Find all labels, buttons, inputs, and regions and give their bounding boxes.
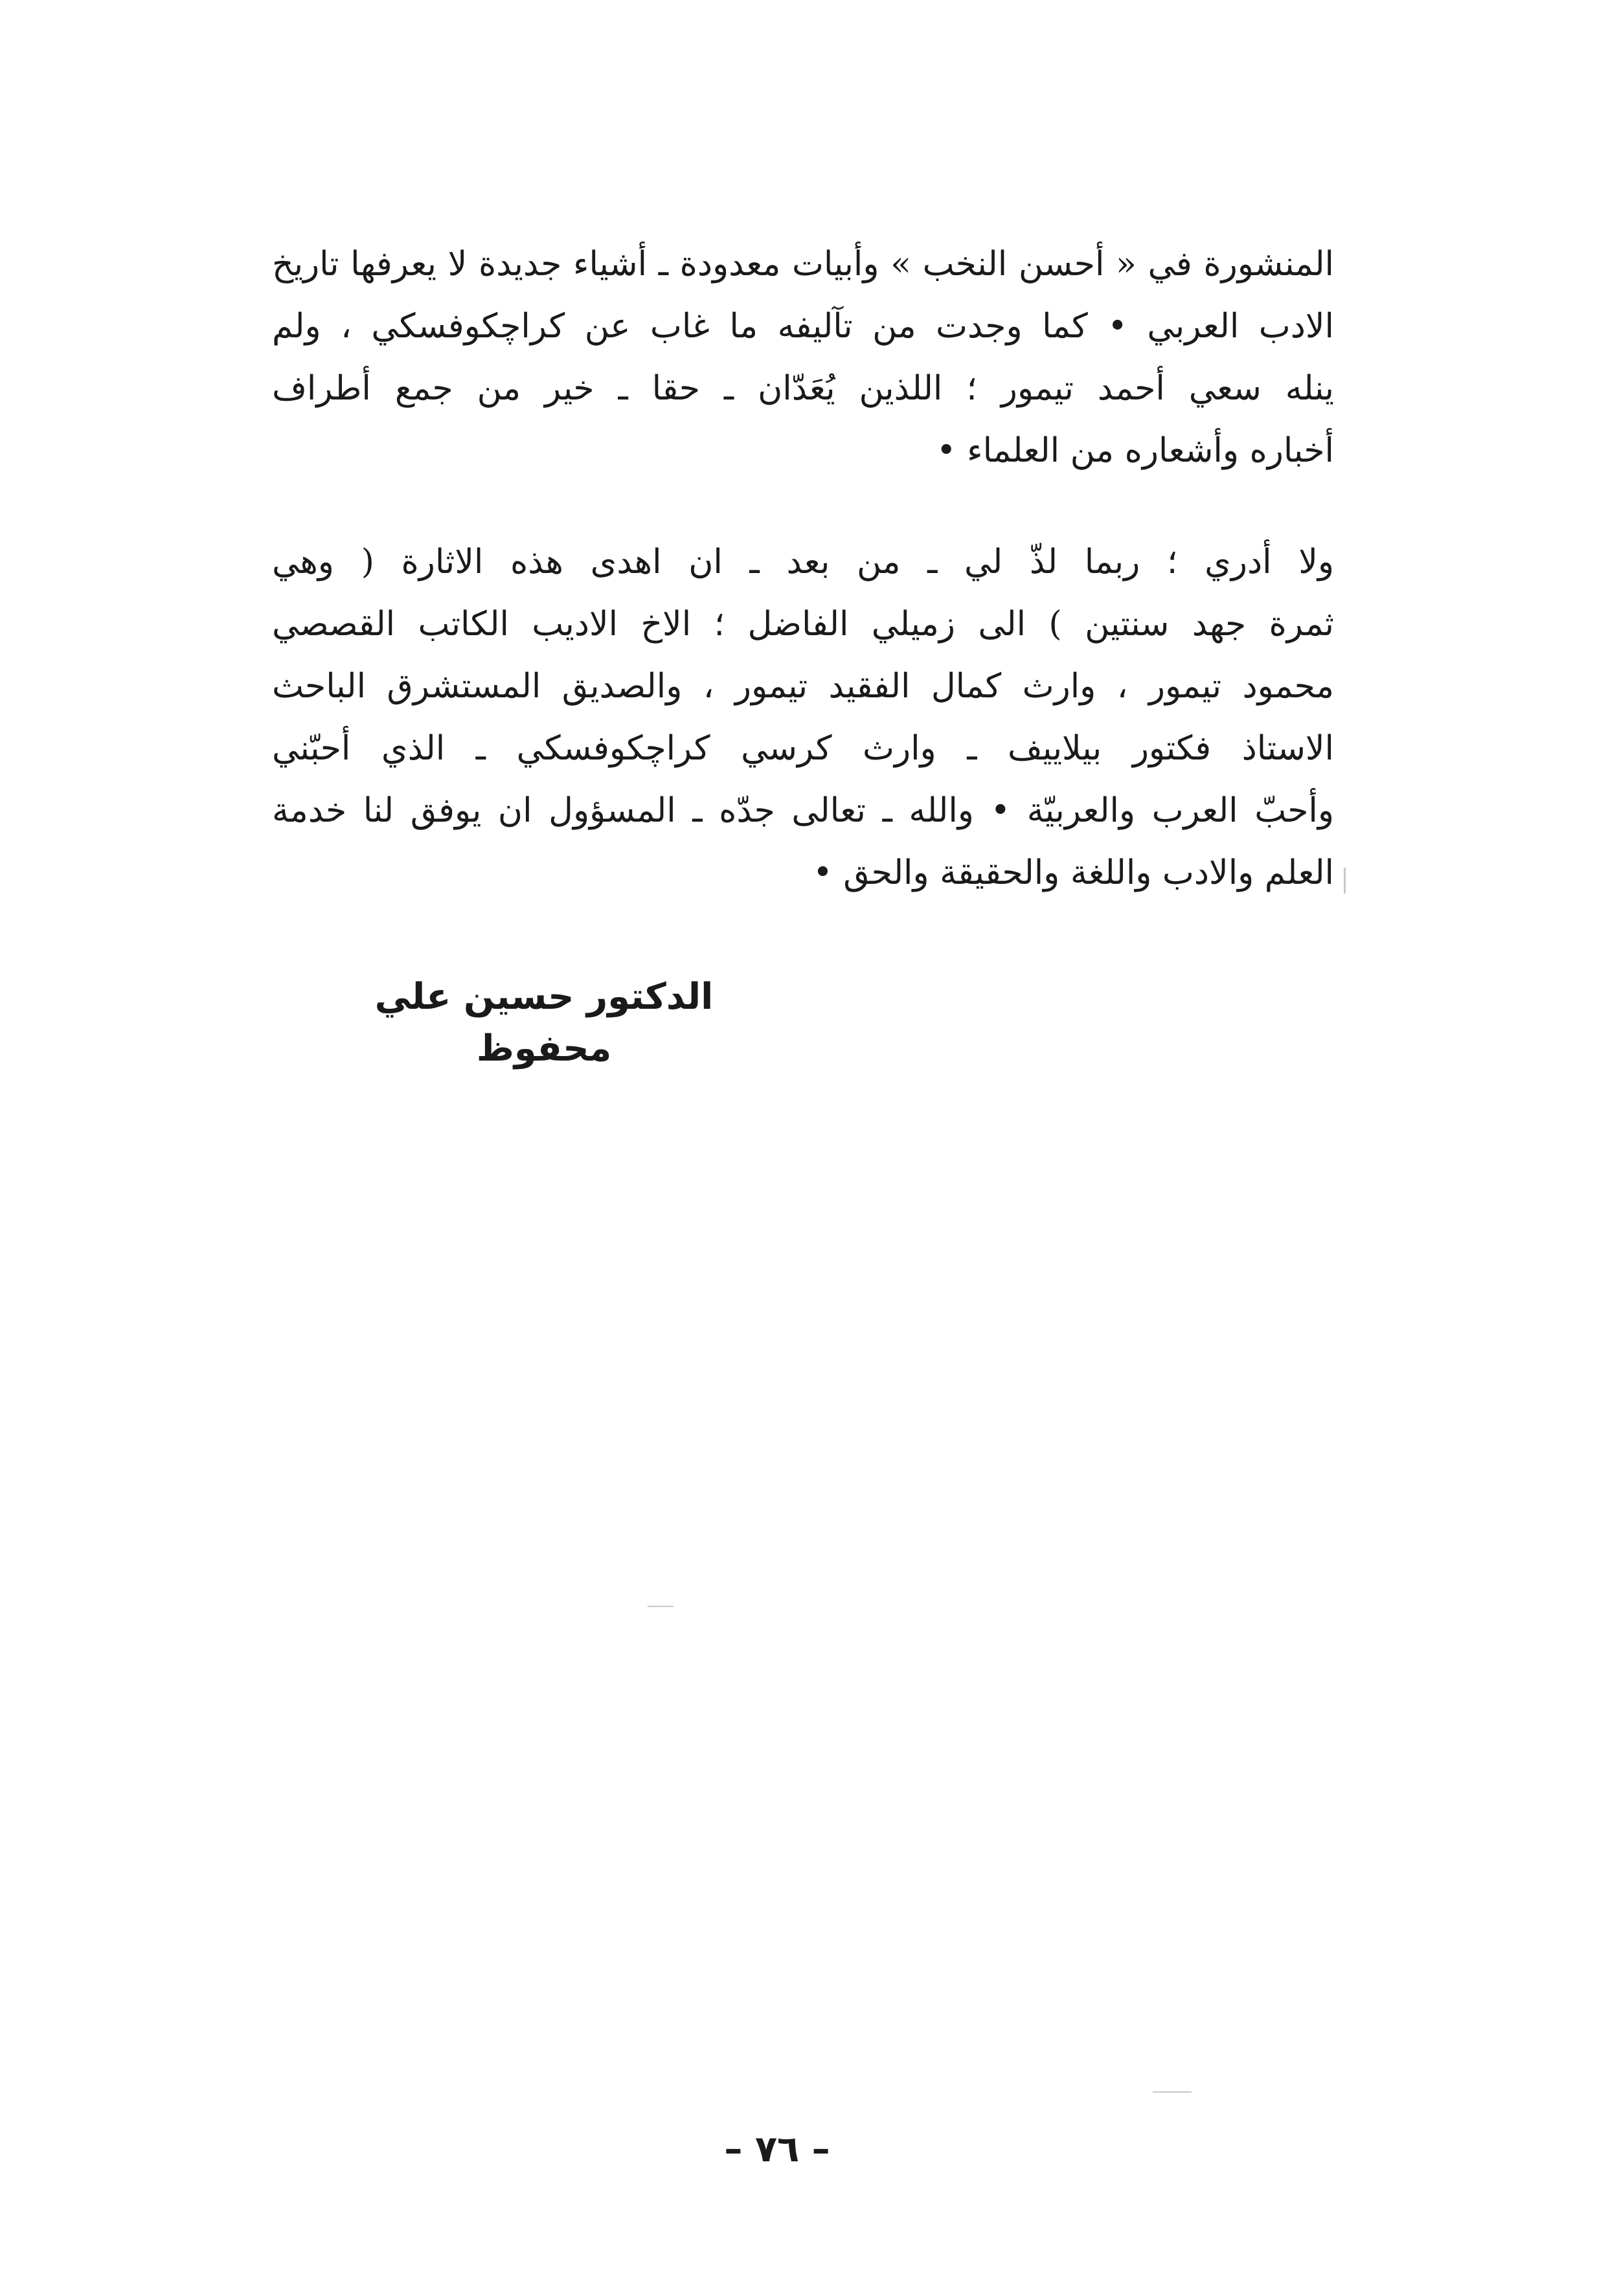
paragraph-1 bbox=[272, 233, 1334, 482]
paragraph-2 bbox=[272, 531, 1334, 904]
scan-speck bbox=[1153, 2091, 1192, 2093]
paragraph-2-line-2: ثمرة جهد سنتين ) الى زميلي الفاضل ؛ الاخ الاديب الكاتب القصصي bbox=[272, 605, 1334, 644]
paragraph-2-line-6: العلم والادب واللغة والحقيقة والحق • bbox=[813, 853, 1334, 892]
author-signature: الدكتور حسين علي محفوظ bbox=[374, 976, 714, 1070]
paragraph-2-line-1: ولا أدري ؛ ربما لذّ لي ـ من بعد ـ ان اهدى هذه الاثارة ( وهي bbox=[272, 543, 1334, 581]
scan-speck bbox=[648, 1606, 674, 1607]
paragraph-1-line-1: المنشورة في « أحسن النخب » وأبيات معدودة ـ أشياء جديدة لا يعرفها تاريخ bbox=[272, 245, 1334, 284]
paragraph-2-line-4: الاستاذ فكتور بيلاييف ـ وارث كرسي كراچكوفسكي ـ الذي أحبّني bbox=[272, 729, 1334, 768]
paragraph-1-line-4: أخباره وأشعاره من العلماء • bbox=[936, 431, 1334, 470]
paragraph-1-line-2: الادب العربي • كما وجدت من تآليفه ما غاب عن كراچكوفسكي ، ولم bbox=[272, 307, 1334, 346]
paragraph-1-line-3: ينله سعي أحمد تيمور ؛ اللذين يُعَدّان ـ حقا ـ خير من جمع أطراف bbox=[272, 369, 1334, 408]
page-number: – ٧٦ – bbox=[724, 2128, 830, 2170]
scan-speck bbox=[1344, 868, 1346, 894]
paragraph-2-line-3: محمود تيمور ، وارث كمال الفقيد تيمور ، والصديق المستشرق الباحث bbox=[272, 667, 1334, 706]
paragraph-2-line-5: وأحبّ العرب والعربيّة • والله ـ تعالى جدّه ـ المسؤول ان يوفق لنا خدمة bbox=[272, 791, 1334, 830]
